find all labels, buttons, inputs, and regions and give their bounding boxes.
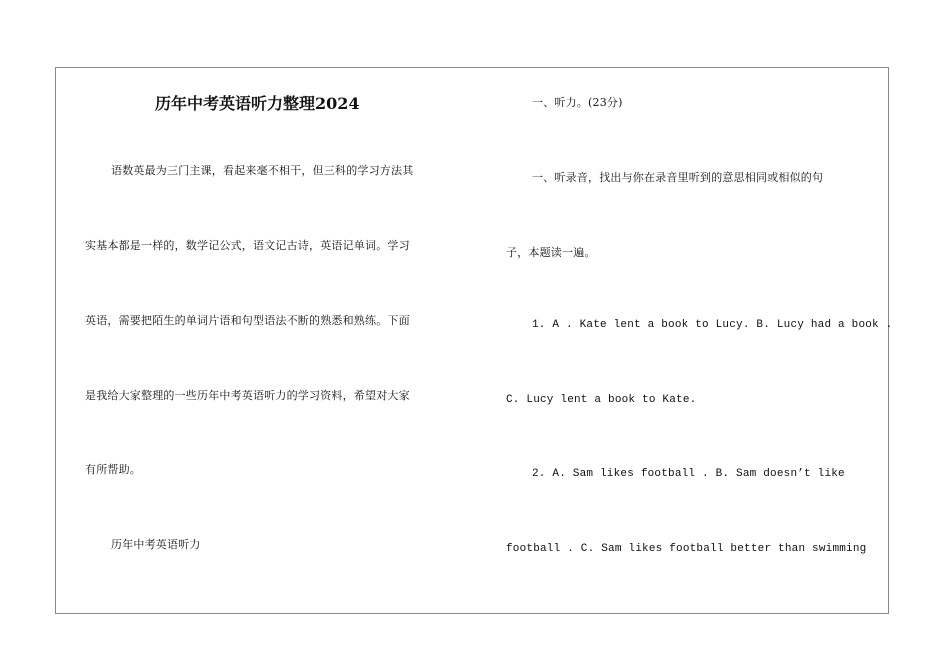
question-1-line-1: 1. A . Kate lent a book to Lucy. B. Lucy had a book . (532, 319, 893, 331)
question-1-line-2: C. Lucy lent a book to Kate. (506, 394, 697, 406)
instruction-line-2: 子，本题读一遍。 (506, 246, 596, 259)
paragraph-line-2: 实基本都是一样的，数学记公式，语文记古诗，英语记单词。学习 (85, 239, 410, 252)
paragraph-line-3: 英语，需要把陌生的单词片语和句型语法不断的熟悉和熟练。下面 (85, 314, 410, 327)
question-2-line-1: 2. A. Sam likes football . B. Sam doesn’t like (532, 468, 845, 480)
paragraph-line-5: 有所帮助。 (85, 463, 141, 476)
paragraph-line-1: 语数英最为三门主课，看起来毫不相干，但三科的学习方法其 (111, 164, 414, 177)
paragraph-line-4: 是我给大家整理的一些历年中考英语听力的学习资料，希望对大家 (85, 389, 410, 402)
section-heading: 一、听力。(23分) (532, 96, 623, 109)
document-title: 历年中考英语听力整理2024 (155, 94, 360, 113)
right-column (506, 68, 893, 613)
instruction-line-1: 一、听录音，找出与你在录音里听到的意思相同或相似的句 (532, 171, 824, 184)
question-2-line-2: football . C. Sam likes football better than swimming (506, 543, 867, 555)
document-page (55, 67, 893, 614)
subheading: 历年中考英语听力 (111, 538, 201, 551)
left-column (85, 68, 465, 613)
